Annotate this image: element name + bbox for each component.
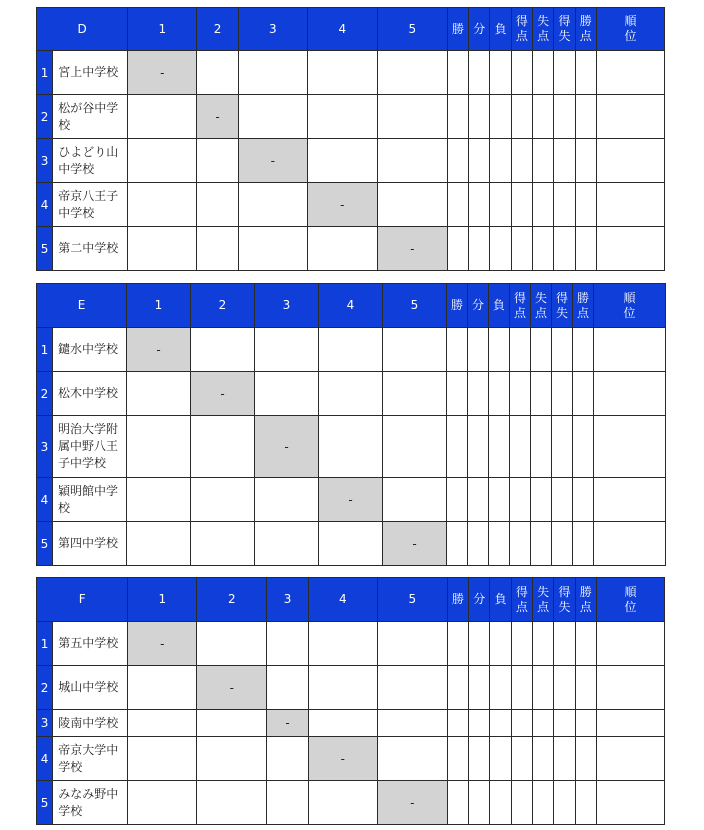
stat-cell [489,372,510,416]
rank-header: 順 位 [596,578,664,622]
score-cell [377,95,447,139]
header-row [37,8,665,51]
team-number: 2 [37,95,53,139]
team-number: 4 [37,183,53,227]
group-label: F [37,578,128,622]
rank-cell [596,183,664,227]
score-cell [255,328,319,372]
score-cell [238,227,307,271]
score-cell [383,372,447,416]
team-name: 陵南中学校 [53,710,128,737]
self-match-cell: - [191,372,255,416]
self-match-cell: - [255,416,319,478]
league-table-e [36,283,666,566]
self-match-cell: - [128,51,197,95]
score-cell [307,139,377,183]
score-cell [383,478,447,522]
stat-cell [447,183,468,227]
score-cell [267,622,309,666]
score-cell [267,781,309,825]
rank-cell [596,622,664,666]
team-number: 1 [37,328,53,372]
rank-cell [594,372,666,416]
opponent-header: 1 [128,8,197,51]
goal-diff-header: 得 失 [554,8,575,51]
stat-cell [554,183,575,227]
draws-header: 分 [468,284,489,328]
stat-cell [533,51,554,95]
team-name: 帝京八王子 中学校 [53,183,128,227]
stat-cell [447,139,468,183]
stat-cell [447,478,468,522]
wins-header: 勝 [447,284,468,328]
stat-cell [447,227,468,271]
stat-cell [447,328,468,372]
score-cell [128,183,197,227]
score-cell [127,416,191,478]
draws-header: 分 [469,578,490,622]
stat-cell [533,227,554,271]
team-number: 4 [37,478,53,522]
opponent-header: 1 [128,578,197,622]
stat-cell [511,183,532,227]
stat-cell [468,372,489,416]
table-row [37,522,666,566]
score-cell [197,51,239,95]
score-cell [377,710,447,737]
self-match-cell: - [197,95,239,139]
table-row [37,737,665,781]
self-match-cell: - [307,183,377,227]
stat-cell [489,416,510,478]
stat-cell [575,622,596,666]
score-cell [377,737,447,781]
stat-cell [469,139,490,183]
score-cell [128,139,197,183]
score-cell [128,710,197,737]
team-name: 明治大学附 属中野八王 子中学校 [53,416,127,478]
stat-cell [447,372,468,416]
stat-cell [469,710,490,737]
stat-cell [533,95,554,139]
score-cell [197,227,239,271]
score-cell [319,522,383,566]
stat-cell [490,781,511,825]
stat-cell [573,416,594,478]
table-row [37,51,665,95]
table-row [37,183,665,227]
rank-header: 順 位 [596,8,664,51]
stat-cell [554,227,575,271]
rank-cell [596,139,664,183]
stat-cell [469,666,490,710]
stat-cell [447,95,468,139]
opponent-header: 3 [255,284,319,328]
stat-cell [552,328,573,372]
rank-cell [594,478,666,522]
stat-cell [511,139,532,183]
stat-cell [575,227,596,271]
stat-cell [468,416,489,478]
score-cell [319,328,383,372]
points-header: 勝 点 [573,284,594,328]
self-match-cell: - [127,328,191,372]
stat-cell [490,183,511,227]
table-row [37,478,666,522]
team-name: 城山中学校 [53,666,128,710]
team-number: 5 [37,227,53,271]
stat-cell [511,227,532,271]
rank-cell [596,227,664,271]
score-cell [191,328,255,372]
score-cell [191,416,255,478]
team-number: 5 [37,781,53,825]
stat-cell [533,622,554,666]
score-cell [267,666,309,710]
stat-cell [552,416,573,478]
stat-cell [490,139,511,183]
table-row [37,139,665,183]
stat-cell [573,478,594,522]
stat-cell [468,522,489,566]
stat-cell [469,51,490,95]
points-header: 勝 点 [575,8,596,51]
score-cell [319,372,383,416]
stat-cell [573,372,594,416]
stat-cell [447,522,468,566]
wins-header: 勝 [447,578,468,622]
team-number: 5 [37,522,53,566]
team-name: 鑓水中学校 [53,328,127,372]
score-cell [191,478,255,522]
opponent-header: 4 [308,578,377,622]
team-number: 1 [37,51,53,95]
score-cell [308,781,377,825]
opponent-header: 4 [319,284,383,328]
score-cell [377,183,447,227]
self-match-cell: - [197,666,267,710]
league-table-f [36,577,665,825]
stat-cell [554,710,575,737]
stat-cell [554,666,575,710]
stat-cell [533,781,554,825]
rank-cell [596,95,664,139]
table-row [37,328,666,372]
goals-against-header: 失 点 [531,284,552,328]
team-name: ひよどり山 中学校 [53,139,128,183]
score-cell [307,51,377,95]
table-row [37,710,665,737]
rank-cell [596,737,664,781]
stat-cell [490,227,511,271]
stat-cell [469,781,490,825]
score-cell [307,227,377,271]
rank-header: 順 位 [594,284,666,328]
stat-cell [469,95,490,139]
self-match-cell: - [308,737,377,781]
stat-cell [490,710,511,737]
stat-cell [468,328,489,372]
table-row [37,95,665,139]
score-cell [128,737,197,781]
score-cell [128,666,197,710]
team-name: 松が谷中学 校 [53,95,128,139]
opponent-header: 1 [127,284,191,328]
goal-diff-header: 得 失 [554,578,575,622]
stat-cell [469,737,490,781]
self-match-cell: - [128,622,197,666]
score-cell [197,737,267,781]
stat-cell [575,666,596,710]
stat-cell [510,328,531,372]
team-name: 第五中学校 [53,622,128,666]
team-name: 松木中学校 [53,372,127,416]
goal-diff-header: 得 失 [552,284,573,328]
opponent-header: 2 [191,284,255,328]
score-cell [255,478,319,522]
losses-header: 負 [490,578,511,622]
self-match-cell: - [377,781,447,825]
goals-for-header: 得 点 [511,8,532,51]
stat-cell [489,328,510,372]
stat-cell [489,478,510,522]
score-cell [377,666,447,710]
stat-cell [510,416,531,478]
wins-header: 勝 [447,8,468,51]
league-table-d [36,7,665,271]
team-name: みなみ野中 学校 [53,781,128,825]
stat-cell [552,372,573,416]
stat-cell [511,666,532,710]
goals-against-header: 失 点 [533,578,554,622]
stat-cell [575,781,596,825]
stat-cell [575,139,596,183]
score-cell [197,710,267,737]
score-cell [308,666,377,710]
stat-cell [575,737,596,781]
stat-cell [531,522,552,566]
opponent-header: 2 [197,578,267,622]
team-number: 4 [37,737,53,781]
stat-cell [511,622,532,666]
stat-cell [575,51,596,95]
score-cell [197,622,267,666]
team-number: 3 [37,710,53,737]
goals-against-header: 失 点 [533,8,554,51]
opponent-header: 5 [377,578,447,622]
points-header: 勝 点 [575,578,596,622]
stat-cell [533,139,554,183]
goals-for-header: 得 点 [511,578,532,622]
score-cell [308,710,377,737]
self-match-cell: - [377,227,447,271]
stat-cell [531,416,552,478]
header-row [37,284,666,328]
stat-cell [447,737,468,781]
opponent-header: 3 [267,578,309,622]
stat-cell [447,781,468,825]
score-cell [127,522,191,566]
score-cell [197,183,239,227]
score-cell [319,416,383,478]
score-cell [197,781,267,825]
stat-cell [533,710,554,737]
score-cell [191,522,255,566]
goals-for-header: 得 点 [510,284,531,328]
score-cell [308,622,377,666]
team-name: 宮上中学校 [53,51,128,95]
table-row [37,622,665,666]
score-cell [383,328,447,372]
self-match-cell: - [267,710,309,737]
score-cell [307,95,377,139]
stat-cell [490,622,511,666]
stat-cell [511,95,532,139]
losses-header: 負 [490,8,511,51]
table-row [37,666,665,710]
team-number: 2 [37,666,53,710]
stat-cell [447,666,468,710]
team-name: 第二中学校 [53,227,128,271]
stat-cell [490,666,511,710]
self-match-cell: - [238,139,307,183]
draws-header: 分 [469,8,490,51]
stat-cell [510,478,531,522]
stat-cell [573,328,594,372]
opponent-header: 3 [238,8,307,51]
stat-cell [554,95,575,139]
stat-cell [554,139,575,183]
stat-cell [489,522,510,566]
stat-cell [447,710,468,737]
stat-cell [575,183,596,227]
score-cell [128,95,197,139]
score-cell [255,372,319,416]
score-cell [267,737,309,781]
rank-cell [596,781,664,825]
self-match-cell: - [319,478,383,522]
stat-cell [554,51,575,95]
stat-cell [575,95,596,139]
rank-cell [596,51,664,95]
score-cell [383,416,447,478]
table-row [37,372,666,416]
table-row [37,781,665,825]
score-cell [238,95,307,139]
stat-cell [447,622,468,666]
stat-cell [510,372,531,416]
team-number: 3 [37,139,53,183]
table-row [37,416,666,478]
rank-cell [596,710,664,737]
stat-cell [552,478,573,522]
stat-cell [468,478,489,522]
stat-cell [575,710,596,737]
stat-cell [511,51,532,95]
team-number: 1 [37,622,53,666]
team-name: 穎明館中学 校 [53,478,127,522]
score-cell [377,51,447,95]
stat-cell [554,622,575,666]
stat-cell [511,710,532,737]
stat-cell [531,478,552,522]
team-number: 3 [37,416,53,478]
rank-cell [596,666,664,710]
stat-cell [554,737,575,781]
stat-cell [552,522,573,566]
score-cell [377,139,447,183]
group-label: E [37,284,127,328]
score-cell [128,227,197,271]
stat-cell [490,737,511,781]
stat-cell [469,622,490,666]
stat-cell [531,372,552,416]
stat-cell [554,781,575,825]
score-cell [197,139,239,183]
score-cell [255,522,319,566]
opponent-header: 4 [307,8,377,51]
self-match-cell: - [383,522,447,566]
stat-cell [533,666,554,710]
team-name: 帝京大学中 学校 [53,737,128,781]
stat-cell [573,522,594,566]
score-cell [238,51,307,95]
header-row [37,578,665,622]
stat-cell [531,328,552,372]
stat-cell [533,183,554,227]
score-cell [127,372,191,416]
table-row [37,227,665,271]
losses-header: 負 [489,284,510,328]
rank-cell [594,416,666,478]
stat-cell [533,737,554,781]
score-cell [238,183,307,227]
stat-cell [447,416,468,478]
team-name: 第四中学校 [53,522,127,566]
score-cell [127,478,191,522]
stat-cell [447,51,468,95]
stat-cell [511,737,532,781]
rank-cell [594,522,666,566]
score-cell [377,622,447,666]
opponent-header: 2 [197,8,239,51]
stat-cell [490,51,511,95]
score-cell [128,781,197,825]
group-label: D [37,8,128,51]
opponent-header: 5 [377,8,447,51]
rank-cell [594,328,666,372]
stat-cell [511,781,532,825]
team-number: 2 [37,372,53,416]
stat-cell [490,95,511,139]
opponent-header: 5 [383,284,447,328]
stat-cell [469,227,490,271]
stat-cell [469,183,490,227]
stat-cell [510,522,531,566]
